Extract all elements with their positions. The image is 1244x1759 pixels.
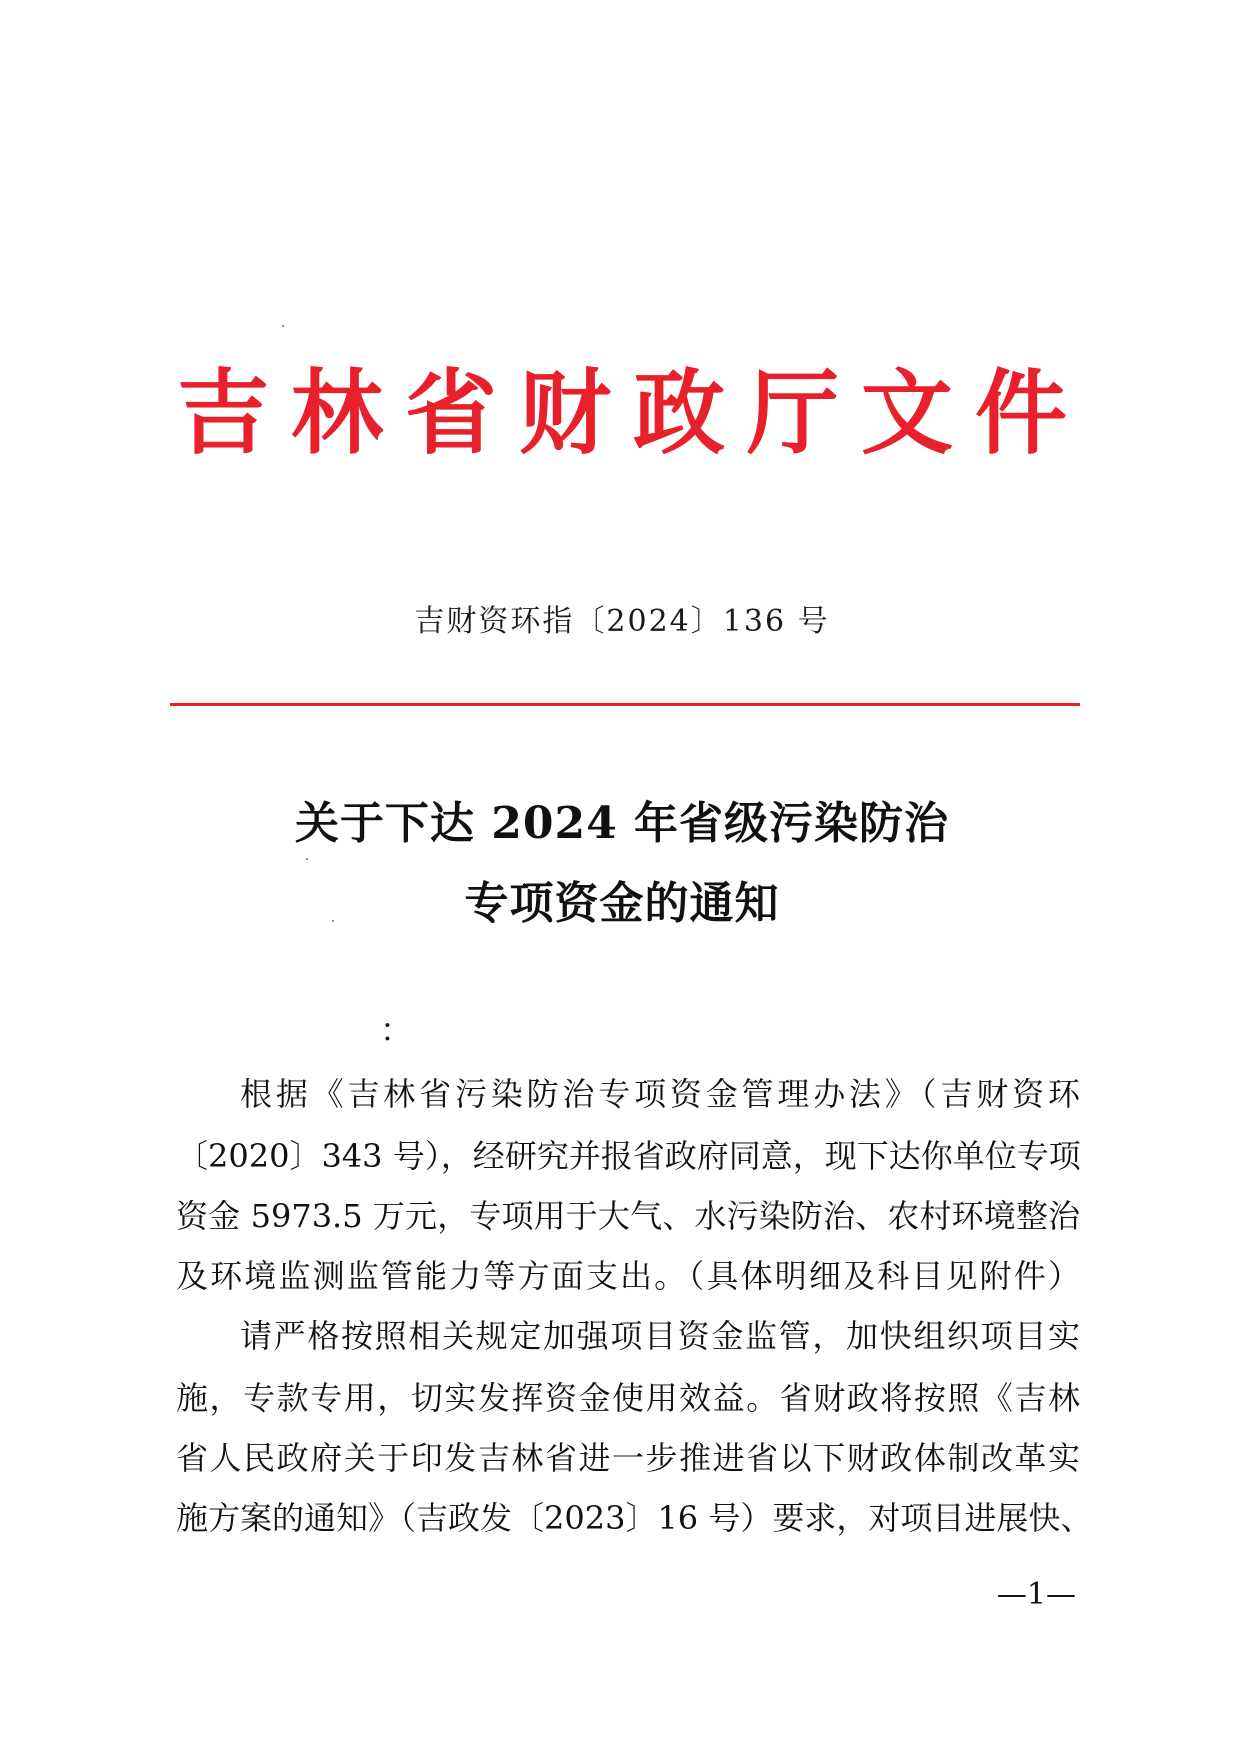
body-line-7: 省人民政府关于印发吉林省进一步推进省以下财政体制改革实: [176, 1439, 1080, 1477]
ink-speck: [306, 858, 308, 860]
masthead: 吉林省财政厅文件: [176, 360, 1089, 467]
body-line-2: 〔2020〕343 号），经研究并报省政府同意，现下达你单位专项: [176, 1137, 1081, 1175]
page-number: —1—: [996, 1577, 1076, 1612]
body-line-8: 施方案的通知》（吉政发〔2023〕16 号）要求，对项目进展快、: [176, 1499, 1093, 1537]
document-number: 吉财资环指〔2024〕136 号: [414, 604, 830, 639]
ink-speck: [332, 920, 334, 922]
addressee: ：: [380, 1011, 413, 1049]
body-line-4: 及环境监测监管能力等方面支出。（具体明细及科目见附件）: [176, 1257, 1080, 1295]
title-line-1: 关于下达 2024 年省级污染防治: [294, 798, 950, 849]
title-line-2: 专项资金的通知: [464, 878, 780, 929]
red-divider-rule: [170, 703, 1080, 706]
body-line-6: 施，专款专用，切实发挥资金使用效益。省财政将按照《吉林: [176, 1379, 1080, 1417]
body-line-3: 资金 5973.5 万元，专项用于大气、水污染防治、农村环境整治: [176, 1197, 1080, 1235]
body-line-1: 根据《吉林省污染防治专项资金管理办法》（吉财资环: [240, 1075, 1080, 1113]
ink-speck: [282, 325, 284, 327]
body-line-5: 请严格按照相关规定加强项目资金监管，加快组织项目实: [240, 1317, 1080, 1355]
